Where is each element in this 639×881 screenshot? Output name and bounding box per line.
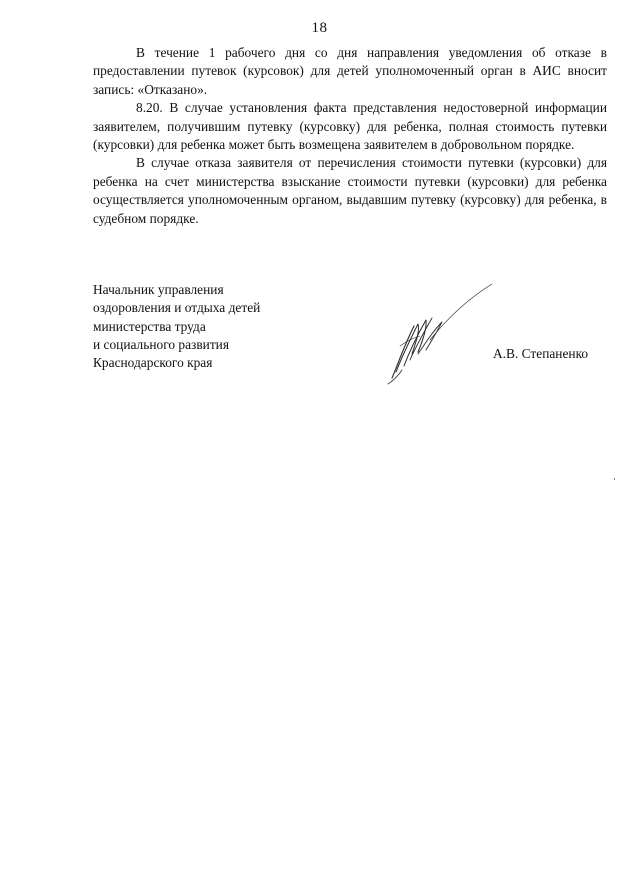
position-line: Начальник управления bbox=[93, 282, 224, 297]
position-line: оздоровления и отдыха детей bbox=[93, 300, 261, 316]
scan-speck bbox=[614, 478, 615, 480]
page-number: 18 bbox=[311, 20, 328, 36]
paragraph-court-recovery: В случае отказа заявителя от перечисления стоимости путевки (курсовки) для ребенка на счет министерства взыскание стоимости путевки (курсовки) для ребенка осуществляется уполномоченным органом, выдавшим путевку (курсовку) для ребенка, в судебном порядке. bbox=[93, 155, 607, 226]
paragraph-8-20: 8.20. В случае установления факта представления недостоверной информации заявителем, получившим путевку (курсовку) для ребенка, полная стоимость путевки (курсовки) для ребенка может быть возмещена заявителем в добровольном порядке. bbox=[93, 100, 607, 153]
body-text bbox=[93, 44, 607, 228]
position-line: и социального развития bbox=[93, 336, 229, 352]
signatory-position bbox=[93, 281, 260, 372]
position-line: Краснодарского края bbox=[93, 355, 213, 371]
handwritten-signature bbox=[380, 280, 495, 390]
signatory-name: А.В. Степаненко bbox=[493, 346, 589, 361]
paragraph-refusal-record: В течение 1 рабочего дня со дня направления уведомления об отказе в предоставлении путевок (курсовок) для детей уполномоченный орган в АИС вносит запись: «Отказано». bbox=[93, 45, 607, 97]
position-line: министерства труда bbox=[93, 318, 206, 334]
